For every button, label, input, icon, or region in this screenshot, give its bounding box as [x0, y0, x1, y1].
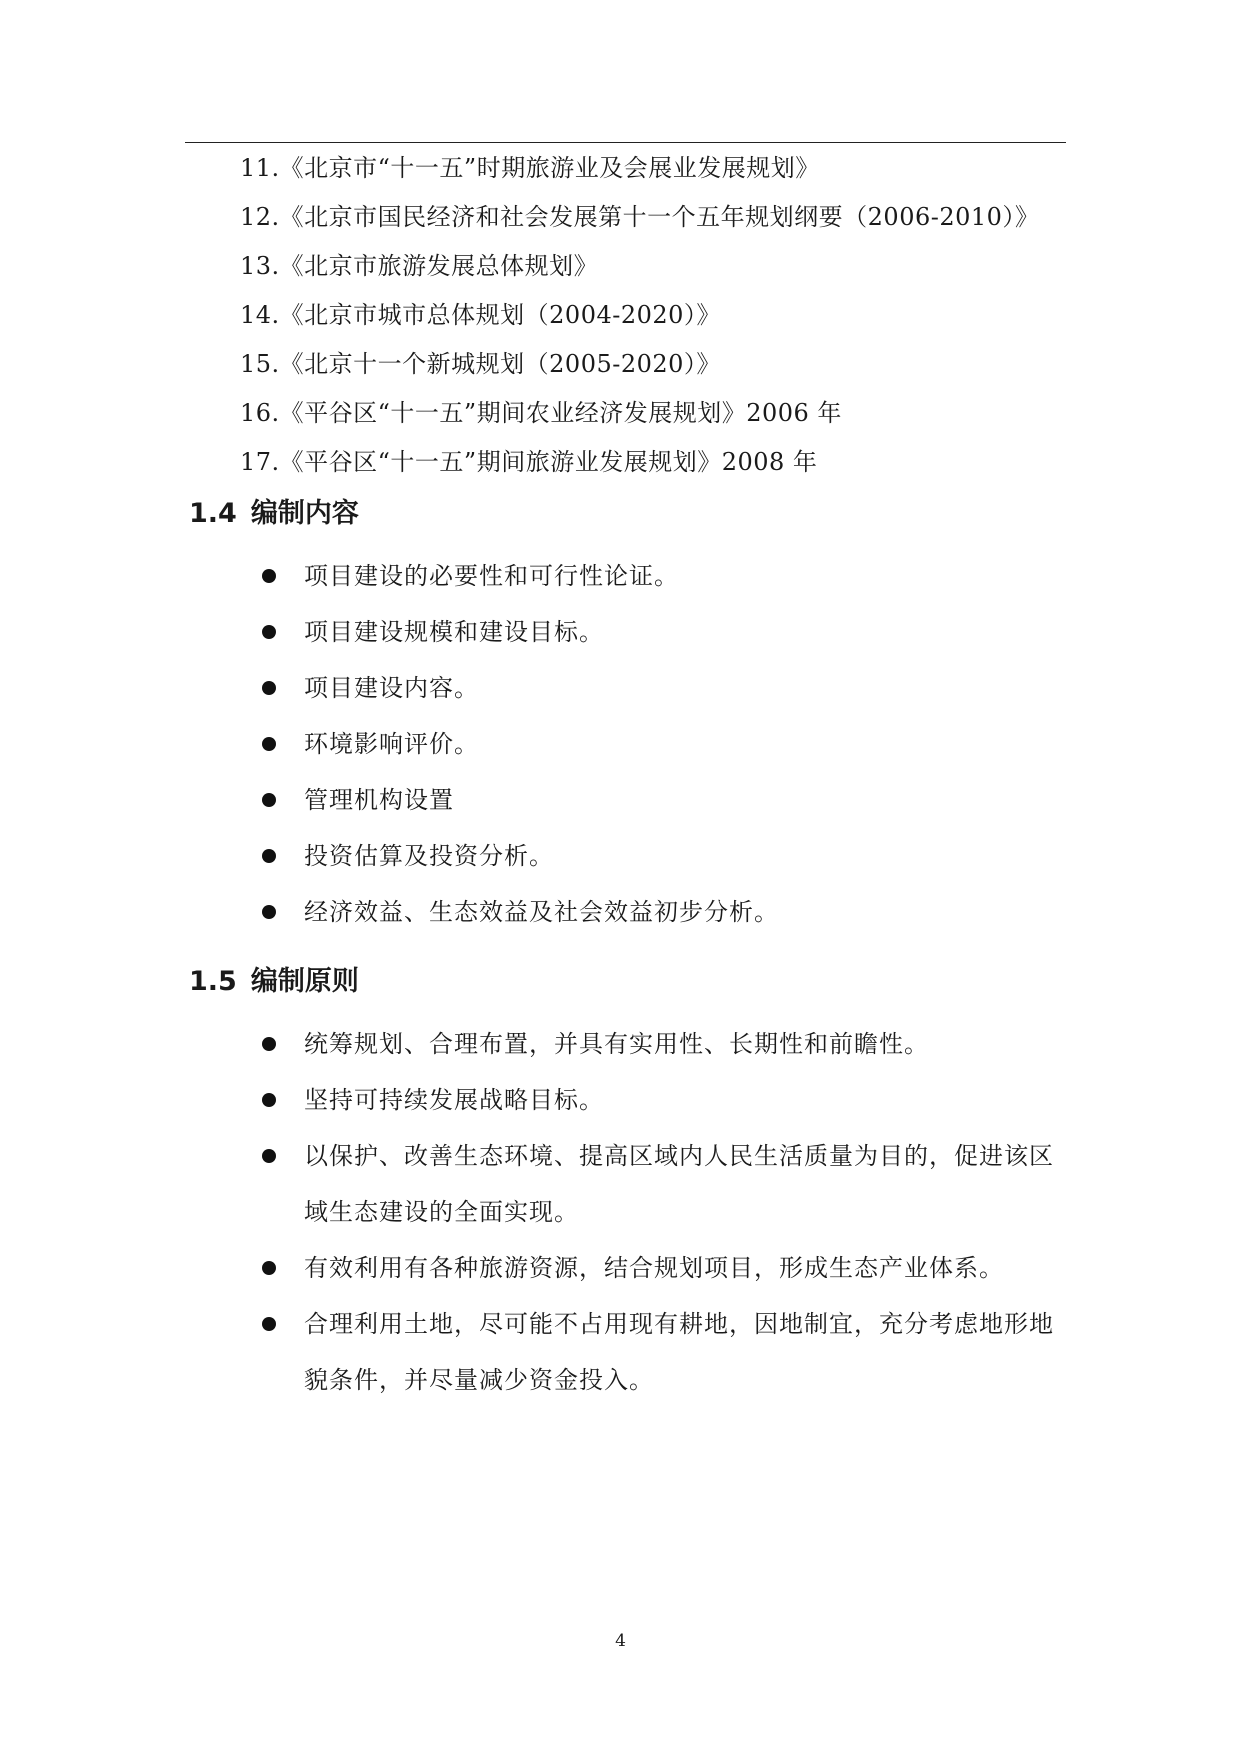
bullet-dot-icon [262, 569, 276, 583]
bullet-dot-icon [262, 625, 276, 639]
list-item [262, 828, 1072, 884]
header-rule [185, 142, 1066, 143]
list-item [262, 884, 1072, 940]
reference-list [240, 148, 1070, 491]
list-item-text: 项目建设内容。 [304, 674, 479, 702]
list-item [262, 1296, 1072, 1408]
list-item [262, 548, 1072, 604]
bullet-dot-icon [262, 681, 276, 695]
list-item [262, 1072, 1072, 1128]
list-item-text: 项目建设规模和建设目标。 [304, 618, 604, 646]
list-item-text: 统筹规划、合理布置，并具有实用性、长期性和前瞻性。 [304, 1030, 929, 1058]
reference-item: 14.《北京市城市总体规划（2004-2020）》 [240, 301, 721, 329]
section-heading-principles [189, 962, 359, 1002]
list-item-text: 以保护、改善生态环境、提高区域内人民生活质量为目的，促进该区域生态建设的全面实现。 [304, 1142, 1054, 1226]
section-title: 编制内容 [250, 498, 359, 529]
list-item-text: 投资估算及投资分析。 [304, 842, 554, 870]
list-item-text: 坚持可持续发展战略目标。 [304, 1086, 604, 1114]
bullet-dot-icon [262, 1261, 276, 1275]
bullet-dot-icon [262, 1037, 276, 1051]
section-number: 1.5 [189, 966, 237, 997]
reference-item: 12.《北京市国民经济和社会发展第十一个五年规划纲要（2006-2010）》 [240, 203, 1040, 231]
list-item [262, 660, 1072, 716]
list-item-text: 项目建设的必要性和可行性论证。 [304, 562, 679, 590]
reference-item: 11.《北京市“十一五”时期旅游业及会展业发展规划》 [240, 154, 820, 182]
list-item [262, 772, 1072, 828]
section-number: 1.4 [189, 498, 237, 529]
principles-bullet-list [262, 1016, 1072, 1408]
bullet-dot-icon [262, 793, 276, 807]
list-item [262, 1128, 1072, 1240]
list-item [262, 1240, 1072, 1296]
list-item-text: 有效利用有各种旅游资源，结合规划项目，形成生态产业体系。 [304, 1254, 1004, 1282]
bullet-dot-icon [262, 1093, 276, 1107]
section-title: 编制原则 [250, 966, 359, 997]
bullet-dot-icon [262, 737, 276, 751]
section-heading-content [189, 494, 359, 534]
list-item-text: 合理利用土地，尽可能不占用现有耕地，因地制宜，充分考虑地形地貌条件，并尽量减少资金投入。 [304, 1310, 1054, 1394]
list-item [262, 1016, 1072, 1072]
list-item [262, 716, 1072, 772]
list-item-text: 环境影响评价。 [304, 730, 479, 758]
list-item-text: 管理机构设置 [304, 786, 454, 814]
bullet-dot-icon [262, 905, 276, 919]
reference-item: 13.《北京市旅游发展总体规划》 [240, 252, 599, 280]
bullet-dot-icon [262, 849, 276, 863]
reference-item: 15.《北京十一个新城规划（2005-2020）》 [240, 350, 721, 378]
page-number: 4 [615, 1631, 626, 1651]
list-item [262, 604, 1072, 660]
content-bullet-list [262, 548, 1072, 940]
reference-item: 16.《平谷区“十一五”期间农业经济发展规划》2006 年 [240, 399, 842, 427]
list-item-text: 经济效益、生态效益及社会效益初步分析。 [304, 898, 779, 926]
bullet-dot-icon [262, 1317, 276, 1331]
reference-item: 17.《平谷区“十一五”期间旅游业发展规划》2008 年 [240, 448, 818, 476]
bullet-dot-icon [262, 1149, 276, 1163]
